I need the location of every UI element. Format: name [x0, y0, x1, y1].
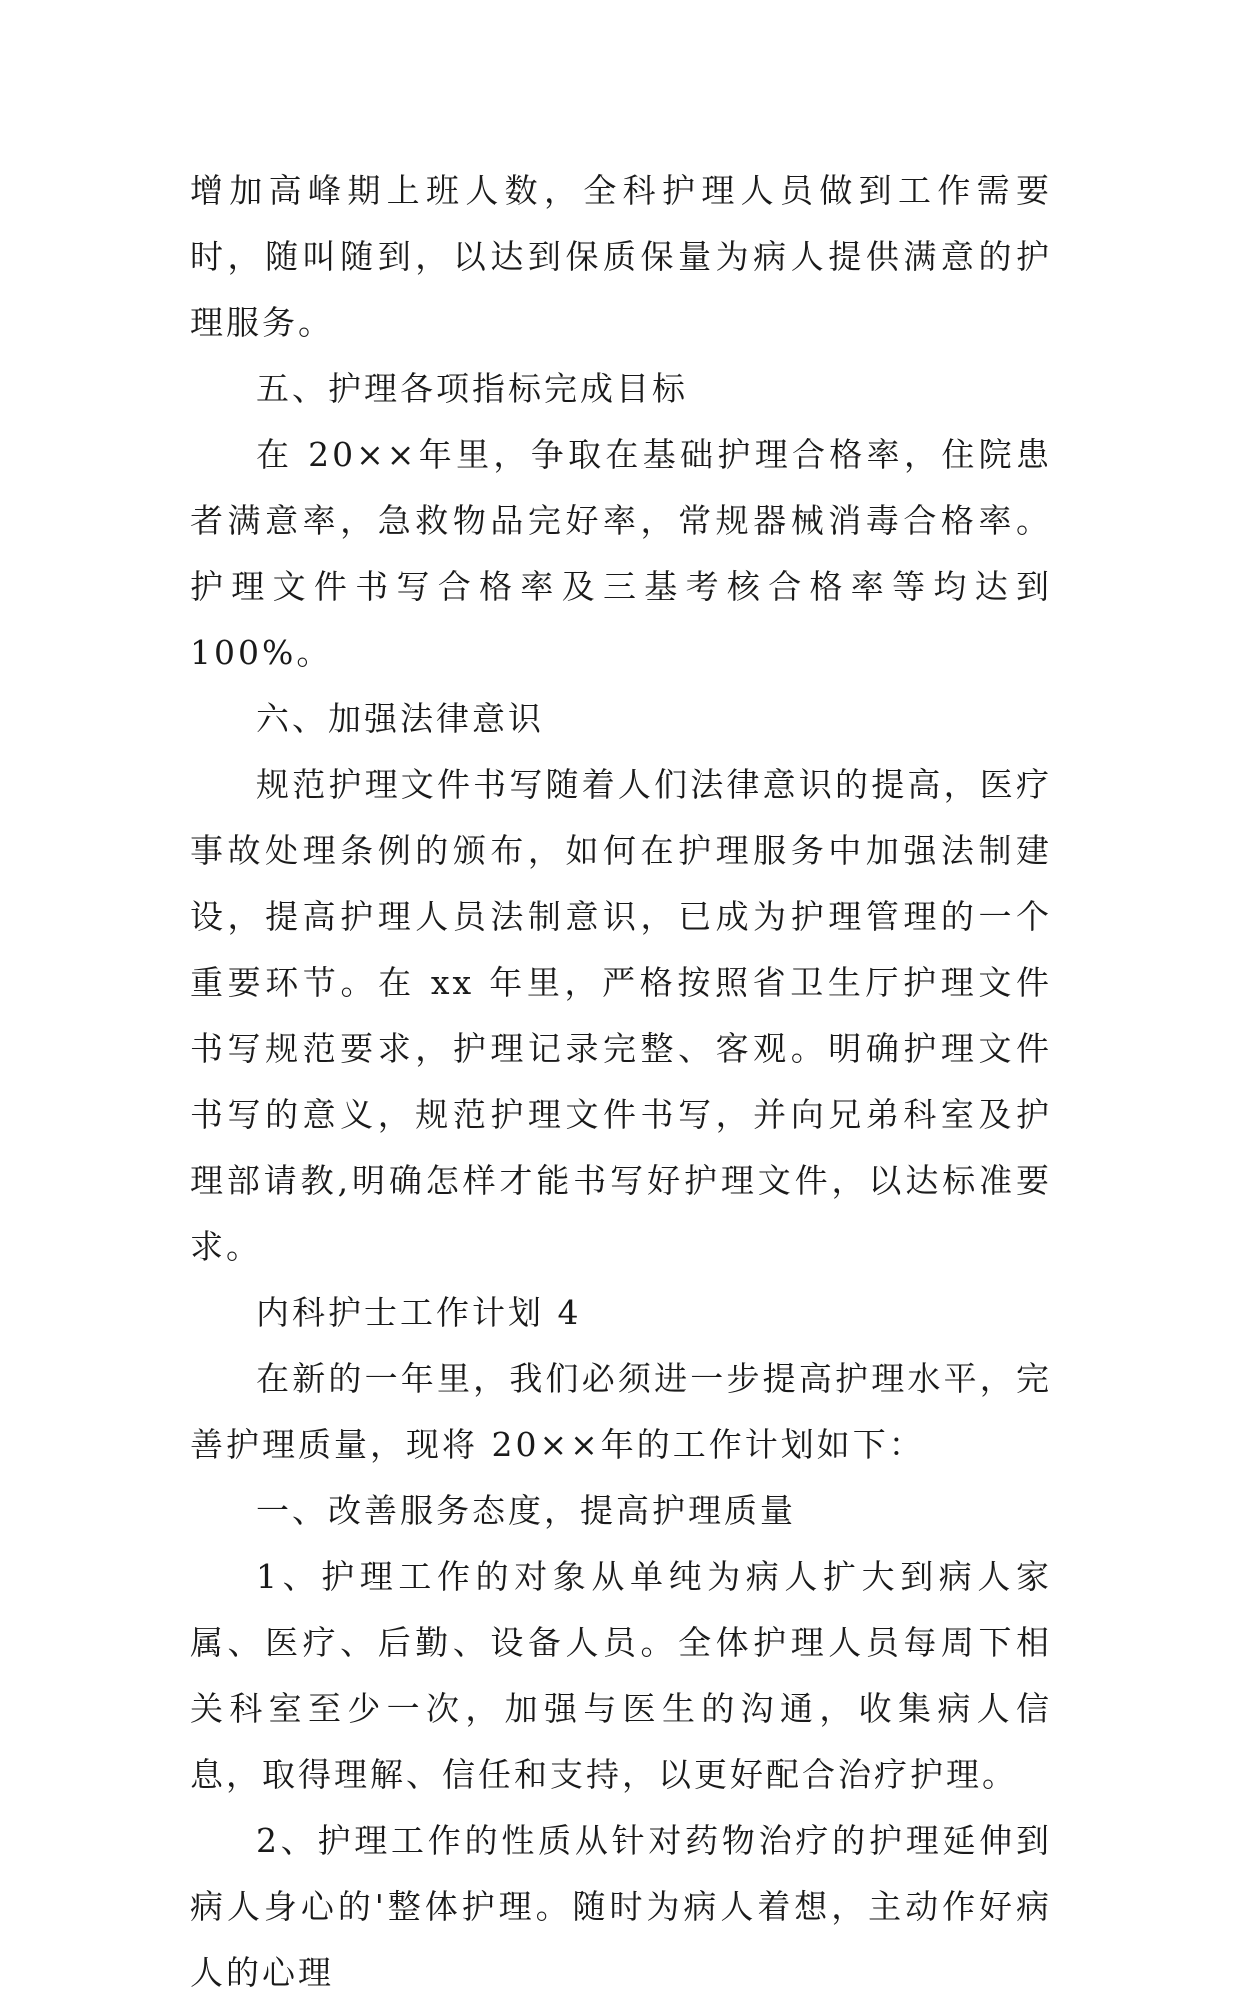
document-body: [190, 158, 1052, 2006]
section-heading-5: 五、护理各项指标完成目标: [256, 369, 688, 408]
paragraph-continuation: 增加高峰期上班人数，全科护理人员做到工作需要时，随叫随到，以达到保质保量为病人提供满意的护理服务。: [190, 171, 1052, 342]
paragraph-targets: 在 20××年里，争取在基础护理合格率，住院患者满意率，急救物品完好率，常规器械消毒合格率。护理文件书写合格率及三基考核合格率等均达到 100%。: [190, 435, 1052, 672]
plan-title-4: 内科护士工作计划 4: [256, 1293, 582, 1332]
section-heading-6: 六、加强法律意识: [256, 699, 544, 738]
paragraph-legal: 规范护理文件书写随着人们法律意识的提高，医疗事故处理条例的颁布，如何在护理服务中加强法制建设，提高护理人员法制意识，已成为护理管理的一个重要环节。在 xx 年里，严格按照省卫生厅护理文件书写规范要求，护理记录完整、客观。明确护理文件书写的意义，规范护理文件书写，并向兄弟科室及护理部请教,明确怎样才能书写好护理文件，以达标准要求。: [190, 765, 1052, 1266]
section-heading-1: 一、改善服务态度，提高护理质量: [256, 1491, 796, 1530]
paragraph-item-1: 1、护理工作的对象从单纯为病人扩大到病人家属、医疗、后勤、设备人员。全体护理人员每周下相关科室至少一次，加强与医生的沟通，收集病人信息，取得理解、信任和支持，以更好配合治疗护理。: [190, 1557, 1052, 1794]
paragraph-item-2: 2、护理工作的性质从针对药物治疗的护理延伸到病人身心的'整体护理。随时为病人着想，主动作好病人的心理: [190, 1821, 1052, 1992]
paragraph-intro: 在新的一年里，我们必须进一步提高护理水平，完善护理质量，现将 20××年的工作计划如下：: [190, 1359, 1052, 1464]
